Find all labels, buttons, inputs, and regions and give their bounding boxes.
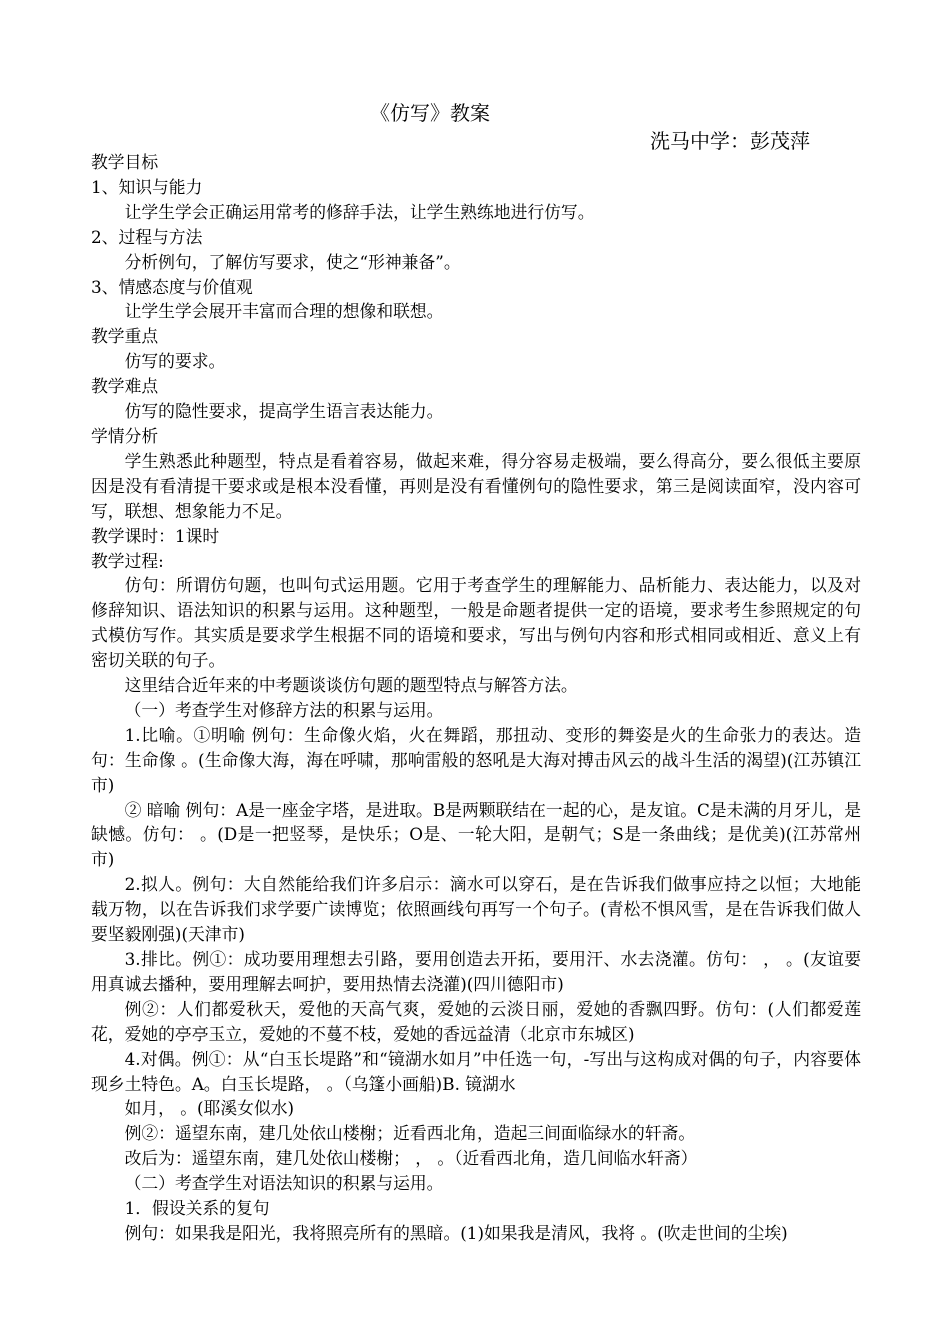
paragraph: 例②：遥望东南，建几处依山楼榭；近看西北角，造起三间面临绿水的轩斋。 xyxy=(124,1123,696,1144)
paragraph: 2.拟人。例句：大自然能给我们许多启示：滴水可以穿石，是在告诉我们做事应持之以恒；大地能载万物，以在告诉我们求学要广读博览；依照画线句再写一个句子。(青松不惧风雪，是在告诉我们做人要坚毅刚强)(天津市) xyxy=(91,874,861,945)
paragraph: 1.比喻。①明喻 例句：生命像火焰，火在舞蹈，那扭动、变形的舞姿是火的生命张力的表达。造句：生命像 。(生命像大海，海在呼啸，那响雷般的怒吼是大海对搏击风云的战斗生活的渴望)(江苏镇江市) xyxy=(91,724,861,795)
paragraph: （一）考查学生对修辞方法的积累与运用。 xyxy=(124,699,444,720)
paragraph: ② 暗喻 例句：A是一座金字塔，是进取。B是两颗联结在一起的心，是友谊。C是未满的月牙儿，是缺憾。仿句： 。(D是一把竖琴，是快乐；O是、一轮大阳，是朝气；S是一条曲线；是优美)(江苏常州市) xyxy=(91,799,861,870)
paragraph: 例句：如果我是阳光，我将照亮所有的黑暗。(1)如果我是清风，我将 。(吹走世间的尘埃) xyxy=(124,1222,788,1243)
paragraph: 这里结合近年来的中考题谈谈仿句题的题型特点与解答方法。 xyxy=(124,675,578,696)
paragraph: （二）考查学生对语法知识的积累与运用。 xyxy=(124,1173,444,1194)
paragraph: 让学生学会正确运用常考的修辞手法，让学生熟练地进行仿写。 xyxy=(124,201,595,222)
paragraph: 让学生学会展开丰富而合理的想像和联想。 xyxy=(124,301,444,322)
section-heading: 教学重点 xyxy=(91,326,159,347)
paragraph: 4.对偶。例①：从“白玉长堤路”和“镜湖水如月”中任选一句，-写出与这构成对偶的句子，内容要体现乡土特色。A。白玉长堤路， 。（乌篷小画船)B. 镜湖水 xyxy=(91,1048,861,1094)
author-line: 洗马中学：彭茂萍 xyxy=(650,129,810,153)
section-heading: 教学过程: xyxy=(91,550,164,571)
document-body xyxy=(91,150,861,1246)
paragraph: 分析例句，了解仿写要求，使之“形神兼备”。 xyxy=(124,251,461,272)
paragraph: 如月， 。(耶溪女似水) xyxy=(124,1098,295,1119)
paragraph: 仿写的隐性要求，提高学生语言表达能力。 xyxy=(124,401,444,422)
section-heading: 2、过程与方法 xyxy=(91,226,203,247)
section-heading: 3、情感态度与价值观 xyxy=(91,276,253,297)
paragraph: 学生熟悉此种题型，特点是看着容易，做起来难，得分容易走极端，要么得高分，要么很低主要原因是没有看清提干要求或是根本没看懂，再则是没有看懂例句的隐性要求，第三是阅读面窄，没内容可写，联想、想象能力不足。 xyxy=(91,450,861,521)
paragraph: 1．假设关系的复句 xyxy=(124,1198,270,1219)
document-title xyxy=(0,100,950,126)
paragraph: 改后为：遥望东南，建几处依山楼榭； ， 。（近看西北角，造几间临水轩斋） xyxy=(124,1148,698,1169)
section-heading: 教学目标 xyxy=(91,152,159,172)
paragraph: 仿句：所谓仿句题，也叫句式运用题。它用于考查学生的理解能力、品析能力、表达能力，以及对修辞知识、语法知识的积累与运用。这种题型，一般是命题者提供一定的语境，要求考生参照规定的句式模仿写作。其实质是要求学生根据不同的语境和要求，写出与例句内容和形式相同或相近、意义上有密切关联的句子。 xyxy=(91,575,861,671)
section-heading: 教学难点 xyxy=(91,376,159,397)
section-heading: 学情分析 xyxy=(91,425,159,446)
section-heading: 教学课时：1课时 xyxy=(91,525,220,546)
section-heading: 1、知识与能力 xyxy=(91,176,203,197)
title-text: 《仿写》教案 xyxy=(370,101,490,125)
paragraph: 仿写的要求。 xyxy=(124,351,226,372)
paragraph: 例②：人们都爱秋天，爱他的天高气爽，爱她的云淡日丽，爱她的香飘四野。仿句：(人们都爱莲花，爱她的亭亭玉立，爱她的不蔓不枝，爱她的香远益清（北京市东城区) xyxy=(91,998,861,1044)
paragraph: 3.排比。例①：成功要用理想去引路，要用创造去开拓，要用汗、水去浇灌。仿句： ， 。(友谊要用真诚去播种，要用理解去呵护，要用热情去浇灌)(四川德阳市) xyxy=(91,949,861,994)
